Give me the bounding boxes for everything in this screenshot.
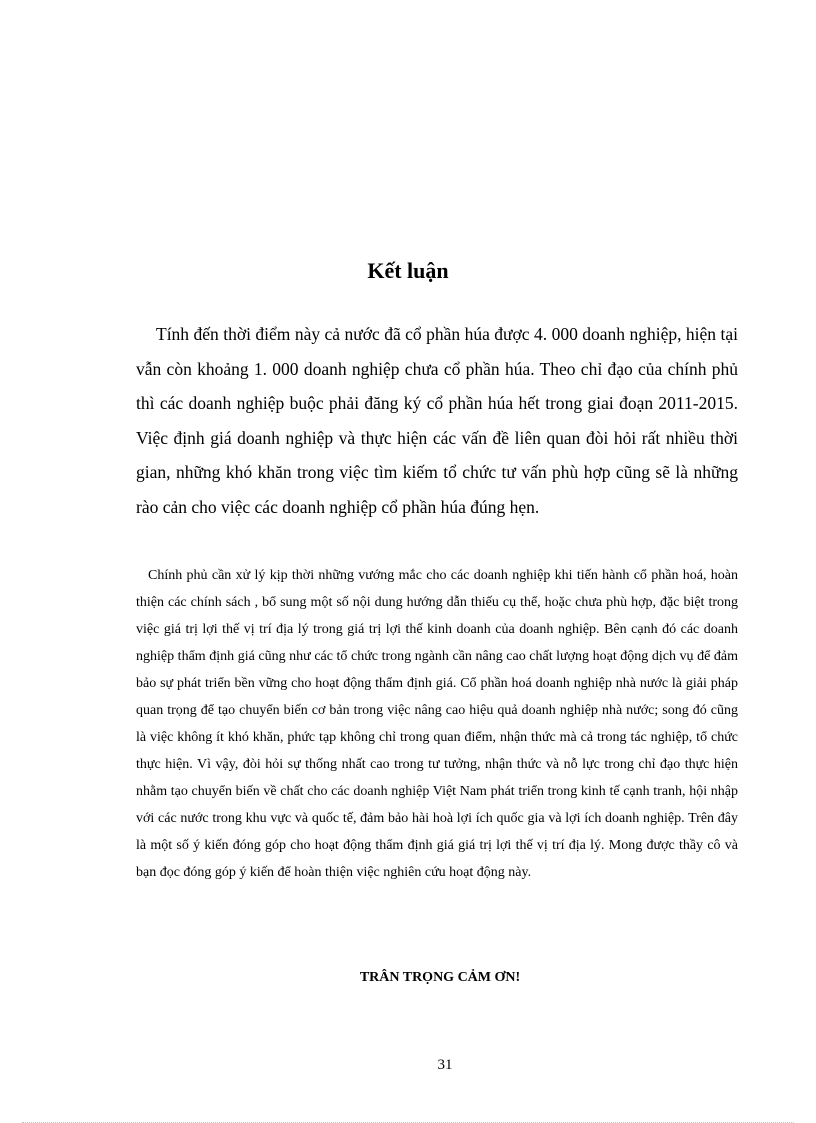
page-number: 31 [437, 1057, 453, 1073]
conclusion-paragraph-1: Tính đến thời điểm này cả nước đã cổ phần húa được 4. 000 doanh nghiệp, hiện tại vẫn còn khoảng 1. 000 doanh nghiệp chưa cổ phần húa. Theo chỉ đạo của chính phủ thì các doanh nghiệp buộc phải đăng ký cổ phần húa hết trong giai đoạn 2011-2015. Việc định giá doanh nghiệp và thực hiện các vấn đề liên quan đòi hỏi rất nhiều thời gian, những khó khăn trong việc tìm kiếm tổ chức tư vấn phù hợp cũng sẽ là những rào cản cho việc các doanh nghiệp cổ phần húa đúng hẹn. [136, 324, 738, 517]
conclusion-paragraph-2: Chính phủ cần xử lý kịp thời những vướng mắc cho các doanh nghiệp khi tiến hành cổ phần hoá, hoàn thiện các chính sách , bổ sung một số nội dung hướng dẫn thiếu cụ thể, hoặc chưa phù hợp, đặc biệt trong việc giá trị lợi thế vị trí địa lý trong giá trị lợi thế kinh doanh của doanh nghiệp. Bên cạnh đó các doanh nghiệp thẩm định giá cũng như các tổ chức trong ngành cần nâng cao chất lượng hoạt động dịch vụ để đảm bảo sự phát triển bền vững cho hoạt động thẩm định giá. Cổ phần hoá doanh nghiệp nhà nước là giải pháp quan trọng để tạo chuyển biến cơ bản trong việc nâng cao hiệu quả doanh nghiệp nhà nước; song đó cũng là việc không ít khó khăn, phức tạp không chỉ trong quan điểm, nhận thức mà cả trong tác nghiệp, tổ chức thực hiện. Vì vậy, đòi hỏi sự thống nhất cao trong tư tưởng, nhận thức và nỗ lực trong chỉ đạo thực hiện nhằm tạo chuyển biến về chất cho các doanh nghiệp Việt Nam phát triển trong kinh tế cạnh tranh, hội nhập với các nước trong khu vực và quốc tế, đảm bảo hài hoà lợi ích quốc gia và lợi ích doanh nghiệp. Trên đây là một số ý kiến đóng góp cho hoạt động thẩm định giá giá trị lợi thế vị trí địa lý. Mong được thầy cô và bạn đọc đóng góp ý kiến để hoàn thiện việc nghiên cứu hoạt động này. [136, 568, 738, 880]
closing-thanks: TRÂN TRỌNG CẢM ƠN! [359, 970, 521, 985]
section-title: Kết luận [367, 258, 449, 283]
